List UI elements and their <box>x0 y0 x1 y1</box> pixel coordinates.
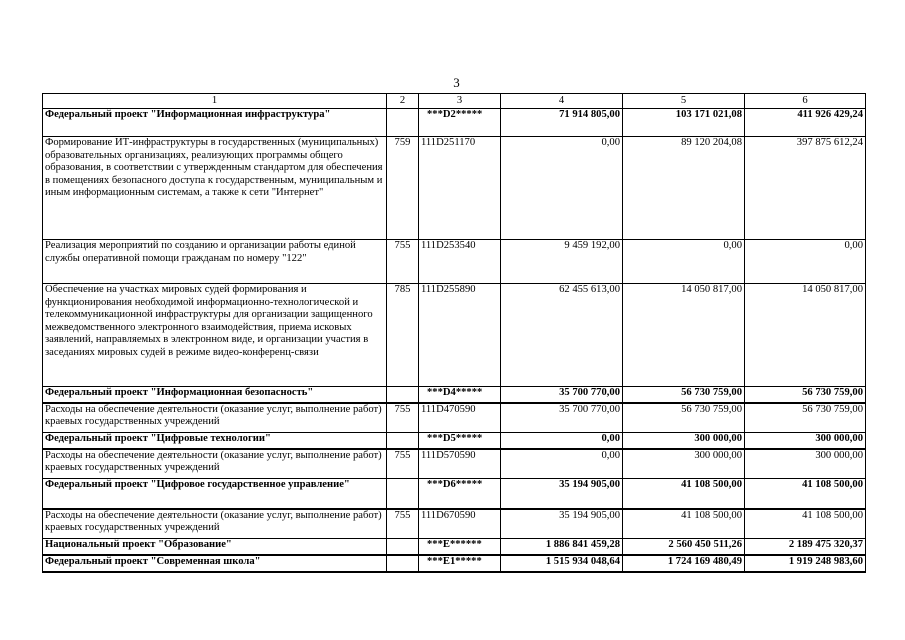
row-name: Реализация мероприятий по созданию и организации работы единой службы оперативной помощи гражданам по номеру "122" <box>43 240 387 284</box>
row-value-6: 41 108 500,00 <box>745 509 866 539</box>
row-value-4: 71 914 805,00 <box>501 109 623 137</box>
table-row <box>43 509 866 539</box>
row-classifier: 111D670590 <box>419 509 501 539</box>
row-code <box>387 479 419 509</box>
row-value-4: 0,00 <box>501 433 623 449</box>
row-value-5: 1 724 169 480,49 <box>623 555 745 572</box>
row-value-5: 300 000,00 <box>623 449 745 479</box>
header-col-4: 4 <box>501 94 623 109</box>
row-name: Расходы на обеспечение деятельности (оказание услуг, выполнение работ) краевых государственных учреждений <box>43 509 387 539</box>
header-col-3: 3 <box>419 94 501 109</box>
row-value-4: 0,00 <box>501 449 623 479</box>
row-value-4: 35 700 770,00 <box>501 403 623 433</box>
row-value-6: 14 050 817,00 <box>745 284 866 387</box>
row-value-6: 0,00 <box>745 240 866 284</box>
row-code: 755 <box>387 449 419 479</box>
row-value-6: 411 926 429,24 <box>745 109 866 137</box>
row-value-6: 300 000,00 <box>745 449 866 479</box>
table-row <box>43 240 866 284</box>
header-col-5: 5 <box>623 94 745 109</box>
row-value-5: 14 050 817,00 <box>623 284 745 387</box>
row-code: 755 <box>387 403 419 433</box>
row-classifier: ***E1***** <box>419 555 501 572</box>
row-classifier: 111D255890 <box>419 284 501 387</box>
row-value-4: 35 194 905,00 <box>501 479 623 509</box>
row-value-6: 41 108 500,00 <box>745 479 866 509</box>
row-classifier: 111D251170 <box>419 137 501 240</box>
row-code <box>387 109 419 137</box>
row-name: Расходы на обеспечение деятельности (оказание услуг, выполнение работ) краевых государственных учреждений <box>43 449 387 479</box>
table-row <box>43 479 866 509</box>
header-col-2: 2 <box>387 94 419 109</box>
row-value-4: 1 886 841 459,28 <box>501 539 623 555</box>
row-value-6: 56 730 759,00 <box>745 387 866 403</box>
row-value-5: 89 120 204,08 <box>623 137 745 240</box>
row-code: 755 <box>387 240 419 284</box>
row-name: Национальный проект "Образование" <box>43 539 387 555</box>
budget-table <box>42 93 866 573</box>
row-value-4: 9 459 192,00 <box>501 240 623 284</box>
row-classifier: ***E****** <box>419 539 501 555</box>
row-value-4: 1 515 934 048,64 <box>501 555 623 572</box>
row-value-5: 56 730 759,00 <box>623 403 745 433</box>
row-value-6: 2 189 475 320,37 <box>745 539 866 555</box>
row-classifier: ***D2***** <box>419 109 501 137</box>
row-name: Федеральный проект "Цифровые технологии" <box>43 433 387 449</box>
row-value-5: 56 730 759,00 <box>623 387 745 403</box>
row-value-5: 300 000,00 <box>623 433 745 449</box>
table-row <box>43 137 866 240</box>
table-header-row <box>43 94 866 109</box>
row-value-4: 0,00 <box>501 137 623 240</box>
table-row <box>43 109 866 137</box>
row-classifier: ***D4***** <box>419 387 501 403</box>
row-classifier: ***D6***** <box>419 479 501 509</box>
row-value-6: 56 730 759,00 <box>745 403 866 433</box>
row-value-4: 62 455 613,00 <box>501 284 623 387</box>
table-row <box>43 403 866 433</box>
row-name: Федеральный проект "Информационная безопасность" <box>43 387 387 403</box>
table-row <box>43 284 866 387</box>
table-row <box>43 449 866 479</box>
header-col-6: 6 <box>745 94 866 109</box>
row-name: Расходы на обеспечение деятельности (оказание услуг, выполнение работ) краевых государственных учреждений <box>43 403 387 433</box>
row-code: 785 <box>387 284 419 387</box>
row-value-6: 397 875 612,24 <box>745 137 866 240</box>
row-code <box>387 555 419 572</box>
row-value-5: 2 560 450 511,26 <box>623 539 745 555</box>
table-row <box>43 539 866 555</box>
row-code: 759 <box>387 137 419 240</box>
row-name: Федеральный проект "Современная школа" <box>43 555 387 572</box>
row-code <box>387 387 419 403</box>
row-classifier: ***D5***** <box>419 433 501 449</box>
row-name: Обеспечение на участках мировых судей формирования и функционирования необходимой информационно-технологической и телекоммуникационной инфраструктуры для организации защищенного межведомственного электронного взаимодействия, приема исковых заявлений, направляемых в электронном виде, и организации участия в заседаниях мировых судей в режиме видео-конференц-связи <box>43 284 387 387</box>
table-row <box>43 387 866 403</box>
row-name: Федеральный проект "Информационная инфраструктура" <box>43 109 387 137</box>
row-value-4: 35 700 770,00 <box>501 387 623 403</box>
row-value-6: 1 919 248 983,60 <box>745 555 866 572</box>
row-value-5: 41 108 500,00 <box>623 479 745 509</box>
row-name: Формирование ИТ-инфраструктуры в государственных (муниципальных) образовательных организациях, реализующих программы общего образования, в соответствии с утвержденным стандартом для обеспечения в помещениях безопасного доступа к государственным, муниципальным и иным информационным системам, а также к сети "Интернет" <box>43 137 387 240</box>
row-classifier: 111D570590 <box>419 449 501 479</box>
row-value-5: 103 171 021,08 <box>623 109 745 137</box>
row-code <box>387 433 419 449</box>
header-col-1: 1 <box>43 94 387 109</box>
row-name: Федеральный проект "Цифровое государственное управление" <box>43 479 387 509</box>
row-value-6: 300 000,00 <box>745 433 866 449</box>
row-value-4: 35 194 905,00 <box>501 509 623 539</box>
table-row <box>43 433 866 449</box>
page-number: 3 <box>453 75 460 90</box>
row-value-5: 0,00 <box>623 240 745 284</box>
row-value-5: 41 108 500,00 <box>623 509 745 539</box>
table-row <box>43 555 866 572</box>
row-code <box>387 539 419 555</box>
row-classifier: 111D470590 <box>419 403 501 433</box>
row-code: 755 <box>387 509 419 539</box>
row-classifier: 111D253540 <box>419 240 501 284</box>
